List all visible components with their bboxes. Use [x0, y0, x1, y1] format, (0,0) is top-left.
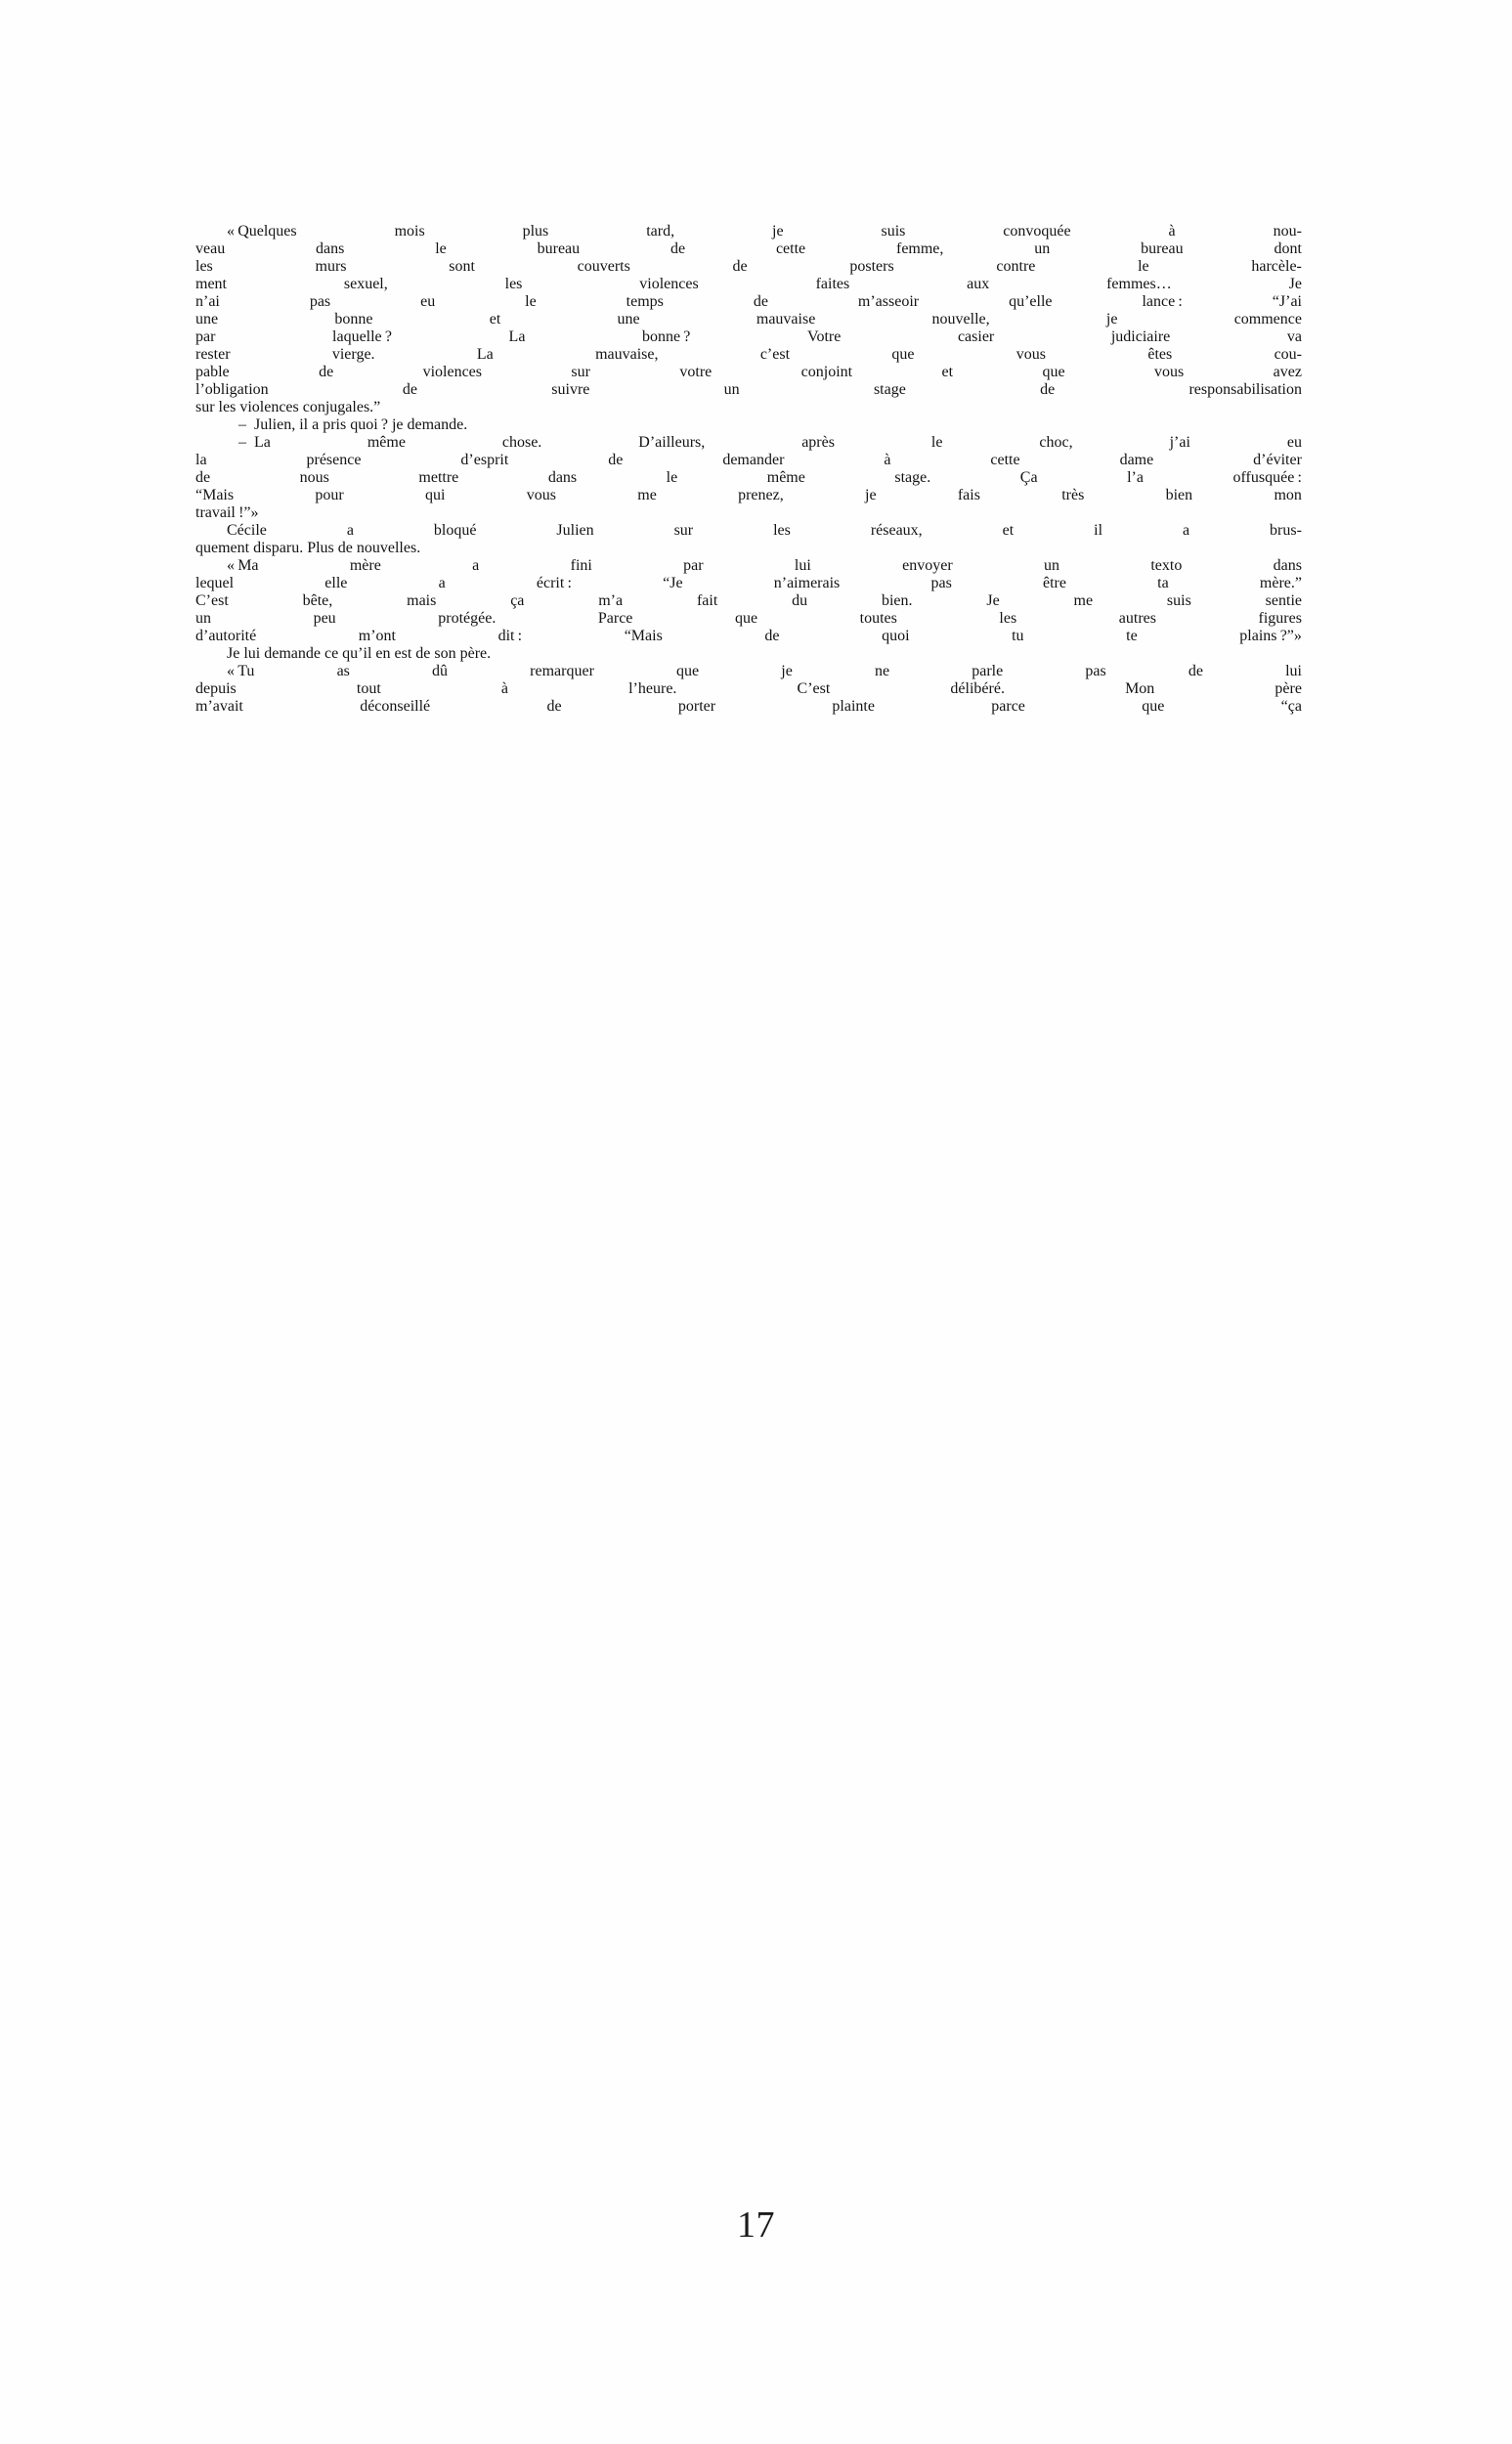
text-line: travail !”» — [195, 504, 259, 521]
text-word: pable — [195, 364, 230, 380]
text-line — [195, 364, 1302, 381]
text-word: lequel — [195, 575, 235, 591]
text-word: de — [1188, 663, 1203, 679]
text-word: “J’ai — [1272, 293, 1302, 310]
text-line — [195, 240, 1302, 258]
text-line — [195, 346, 1302, 364]
text-line — [195, 258, 1302, 276]
text-word: lance : — [1142, 293, 1183, 310]
text-word: mon — [1274, 487, 1302, 503]
text-word: bonne ? — [642, 328, 691, 345]
text-word: de — [319, 364, 334, 380]
text-word: être — [1042, 575, 1066, 591]
text-line — [195, 469, 1302, 487]
text-word: rester — [195, 346, 231, 363]
text-word: me — [1073, 592, 1094, 609]
page-text-block — [195, 223, 1302, 716]
text-word: posters — [849, 258, 894, 275]
text-word: à — [1168, 223, 1176, 240]
text-word: d’autorité — [195, 628, 257, 644]
text-line — [195, 663, 1302, 680]
page-number: 17 — [737, 2204, 775, 2246]
text-word: m’asseoir — [857, 293, 920, 310]
text-word: les — [195, 258, 213, 275]
text-line — [195, 381, 1302, 399]
text-line — [195, 311, 1302, 328]
text-word: dans — [316, 240, 345, 257]
text-word: D’ailleurs, — [638, 434, 706, 451]
text-word: Ça — [1019, 469, 1038, 486]
text-word: vous — [526, 487, 556, 503]
text-word: dans — [1273, 557, 1302, 574]
text-word: sentie — [1265, 592, 1302, 609]
text-word: dans — [547, 469, 578, 486]
text-word: de — [764, 628, 780, 644]
text-word: ment — [195, 276, 227, 292]
text-word: convoquée — [1003, 223, 1071, 240]
text-word: va — [1286, 328, 1302, 345]
text-word: de — [670, 240, 686, 257]
text-line — [195, 293, 1302, 311]
text-word: qu’elle — [1009, 293, 1053, 310]
text-word: père — [1274, 680, 1302, 697]
text-word: un — [723, 381, 740, 398]
text-word: mais — [407, 592, 437, 609]
text-word: après — [801, 434, 835, 451]
text-word: même — [766, 469, 805, 486]
text-word: et — [941, 364, 954, 380]
text-word: bonne — [334, 311, 373, 327]
text-word: un — [1034, 240, 1051, 257]
text-word: un — [1044, 557, 1059, 574]
text-word: casier — [957, 328, 995, 345]
text-line — [195, 698, 1302, 716]
text-word: l’heure. — [628, 680, 677, 697]
text-word: à — [500, 680, 508, 697]
text-word: ne — [874, 663, 890, 679]
text-word: pour — [315, 487, 344, 503]
text-line — [195, 434, 1302, 452]
text-word: bloqué — [433, 522, 477, 539]
text-word: que — [734, 610, 758, 627]
text-word: pas — [1085, 663, 1106, 679]
text-word: écrit : — [536, 575, 572, 591]
text-word: bureau — [1141, 240, 1184, 257]
text-line: quement disparu. Plus de nouvelles. — [195, 540, 421, 556]
text-word: à — [884, 452, 891, 468]
text-word: d’esprit — [460, 452, 509, 468]
text-word: mère — [349, 557, 381, 574]
text-word: « Quelques — [227, 223, 297, 240]
text-word: fais — [957, 487, 980, 503]
text-word: remarquer — [530, 663, 594, 679]
text-word: veau — [195, 240, 226, 257]
text-word: laquelle ? — [332, 328, 392, 345]
text-word: je — [781, 663, 793, 679]
text-word: choc, — [1039, 434, 1073, 451]
text-word: elle — [324, 575, 348, 591]
text-word: je — [865, 487, 877, 503]
text-word: mettre — [418, 469, 459, 486]
text-word: j’ai — [1169, 434, 1190, 451]
text-word: commence — [1233, 311, 1302, 327]
text-word: d’éviter — [1253, 452, 1302, 468]
text-word: présence — [306, 452, 362, 468]
text-word: “Mais — [624, 628, 663, 644]
text-word: bête, — [302, 592, 333, 609]
text-word: plains ?”» — [1239, 628, 1302, 644]
text-word: bureau — [537, 240, 581, 257]
text-word: offusquée : — [1232, 469, 1302, 486]
text-word: de — [402, 381, 418, 398]
text-word: “Je — [663, 575, 683, 591]
text-word: un — [195, 610, 211, 627]
text-word: « Tu — [227, 663, 255, 679]
text-word: même — [367, 434, 406, 451]
text-word: de — [195, 469, 211, 486]
text-word: il — [1094, 522, 1103, 539]
text-word: le — [930, 434, 943, 451]
text-word: Cécile — [227, 522, 267, 539]
text-word: femme, — [895, 240, 944, 257]
text-word: parle — [972, 663, 1004, 679]
text-word: te — [1126, 628, 1138, 644]
text-word: le — [525, 293, 537, 310]
text-word: brus- — [1270, 522, 1302, 539]
text-word: les — [999, 610, 1017, 627]
text-line: – Julien, il a pris quoi ? je demande. — [238, 416, 468, 433]
text-word: êtes — [1147, 346, 1173, 363]
text-word: – La — [238, 434, 271, 451]
text-word: parce — [991, 698, 1025, 715]
text-word: mauvaise — [756, 311, 816, 327]
text-word: eu — [1286, 434, 1302, 451]
text-word: violences — [639, 276, 699, 292]
text-word: une — [195, 311, 219, 327]
text-word: m’ont — [358, 628, 396, 644]
text-word: texto — [1150, 557, 1183, 574]
text-word: réseaux, — [870, 522, 923, 539]
text-word: prenez, — [738, 487, 784, 503]
text-word: dont — [1274, 240, 1302, 257]
text-word: La — [476, 346, 494, 363]
text-word: de — [546, 698, 562, 715]
text-word: plainte — [832, 698, 875, 715]
text-word: par — [683, 557, 704, 574]
text-word: délibéré. — [950, 680, 1005, 697]
text-word: vous — [1015, 346, 1047, 363]
text-word: avez — [1273, 364, 1302, 380]
text-word: porter — [677, 698, 716, 715]
text-word: l’obligation — [195, 381, 269, 398]
text-word: mauvaise, — [595, 346, 659, 363]
text-word: suis — [881, 223, 906, 240]
text-word: de — [1040, 381, 1056, 398]
text-line — [195, 522, 1302, 540]
text-word: fait — [696, 592, 718, 609]
text-word: a — [472, 557, 480, 574]
text-word: me — [637, 487, 657, 503]
text-word: sexuel, — [343, 276, 388, 292]
text-word: pas — [309, 293, 331, 310]
text-word: je — [772, 223, 784, 240]
text-word: a — [346, 522, 354, 539]
text-word: demander — [722, 452, 785, 468]
text-word: sur — [571, 364, 590, 380]
text-word: Julien — [556, 522, 594, 539]
text-word: Je — [986, 592, 1000, 609]
text-word: dû — [432, 663, 449, 679]
text-word: vous — [1153, 364, 1185, 380]
text-word: harcèle- — [1251, 258, 1302, 275]
text-word: nouvelle, — [931, 311, 990, 327]
text-word: lui — [1285, 663, 1302, 679]
text-word: « Ma — [227, 557, 259, 574]
text-word: cette — [990, 452, 1020, 468]
text-word: sont — [449, 258, 475, 275]
text-word: “ça — [1280, 698, 1302, 715]
text-word: peu — [313, 610, 336, 627]
text-line — [195, 628, 1302, 645]
text-line — [195, 575, 1302, 592]
text-word: as — [336, 663, 350, 679]
text-word: responsabilisation — [1188, 381, 1302, 398]
text-word: envoyer — [902, 557, 953, 574]
text-word: suis — [1166, 592, 1191, 609]
text-word: C’est — [797, 680, 831, 697]
text-word: que — [891, 346, 915, 363]
text-word: je — [1105, 311, 1118, 327]
text-word: dame — [1119, 452, 1154, 468]
text-word: tout — [356, 680, 381, 697]
text-word: cette — [775, 240, 806, 257]
text-word: par — [195, 328, 216, 345]
text-word: c’est — [759, 346, 791, 363]
text-word: vierge. — [331, 346, 375, 363]
text-word: Parce — [597, 610, 633, 627]
text-line: Je lui demande ce qu’il en est de son père. — [227, 645, 492, 662]
text-word: fini — [570, 557, 592, 574]
text-word: Votre — [806, 328, 842, 345]
text-word: conjoint — [800, 364, 853, 380]
text-line — [195, 610, 1302, 628]
text-word: et — [1002, 522, 1015, 539]
text-word: m’a — [598, 592, 624, 609]
text-word: ça — [510, 592, 525, 609]
text-word: figures — [1258, 610, 1302, 627]
text-word: judiciaire — [1110, 328, 1171, 345]
text-word: stage. — [894, 469, 931, 486]
text-word: quoi — [882, 628, 910, 644]
text-line — [195, 487, 1302, 504]
text-word: nou- — [1273, 223, 1302, 240]
text-word: les — [773, 522, 791, 539]
text-word: a — [438, 575, 446, 591]
text-word: dit : — [497, 628, 523, 644]
text-line: sur les violences conjugales.” — [195, 399, 381, 415]
text-word: qui — [425, 487, 446, 503]
text-word: suivre — [551, 381, 590, 398]
text-word: couverts — [577, 258, 630, 275]
text-word: stage — [873, 381, 906, 398]
text-word: autres — [1118, 610, 1156, 627]
text-word: de — [732, 258, 748, 275]
text-word: a — [1182, 522, 1190, 539]
text-word: le — [666, 469, 678, 486]
text-word: les — [504, 276, 523, 292]
text-word: Mon — [1125, 680, 1155, 697]
text-word: cou- — [1274, 346, 1302, 363]
text-word: que — [1042, 364, 1065, 380]
text-word: une — [617, 311, 640, 327]
text-word: que — [1142, 698, 1165, 715]
text-line — [195, 680, 1302, 698]
text-word: le — [435, 240, 447, 257]
text-word: bien — [1165, 487, 1193, 503]
text-word: Je — [1288, 276, 1302, 292]
text-word: ta — [1157, 575, 1169, 591]
text-word: que — [676, 663, 700, 679]
text-word: m’avait — [195, 698, 243, 715]
text-word: sur — [673, 522, 694, 539]
text-word: n’ai — [195, 293, 220, 310]
text-word: violences — [422, 364, 482, 380]
text-word: bien. — [881, 592, 913, 609]
text-word: de — [753, 293, 768, 310]
text-word: de — [608, 452, 624, 468]
text-line — [195, 592, 1302, 610]
text-line — [195, 452, 1302, 469]
text-word: temps — [626, 293, 664, 310]
text-word: tard, — [646, 223, 675, 240]
text-word: du — [792, 592, 808, 609]
text-word: femmes… — [1106, 276, 1172, 292]
text-word: pas — [930, 575, 952, 591]
text-line — [195, 276, 1302, 293]
text-word: C’est — [195, 592, 229, 609]
text-word: faites — [815, 276, 850, 292]
text-word: protégée. — [438, 610, 497, 627]
text-word: murs — [315, 258, 347, 275]
text-word: lui — [794, 557, 811, 574]
text-word: toutes — [859, 610, 897, 627]
text-word: nous — [299, 469, 329, 486]
text-word: chose. — [501, 434, 542, 451]
text-word: tu — [1012, 628, 1024, 644]
text-line — [195, 223, 1302, 240]
text-word: “Mais — [195, 487, 235, 503]
text-word: La — [508, 328, 526, 345]
text-word: votre — [679, 364, 713, 380]
text-line — [195, 557, 1302, 575]
text-word: n’aimerais — [773, 575, 841, 591]
text-word: et — [489, 311, 501, 327]
text-word: depuis — [195, 680, 237, 697]
text-word: le — [1138, 258, 1149, 275]
text-word: très — [1061, 487, 1085, 503]
text-word: aux — [967, 276, 990, 292]
text-word: l’a — [1127, 469, 1144, 486]
text-word: plus — [522, 223, 549, 240]
text-word: déconseillé — [360, 698, 431, 715]
text-word: la — [195, 452, 207, 468]
text-word: eu — [420, 293, 436, 310]
text-word: mois — [394, 223, 425, 240]
text-word: contre — [996, 258, 1036, 275]
text-word: mère.” — [1259, 575, 1302, 591]
text-line — [195, 328, 1302, 346]
